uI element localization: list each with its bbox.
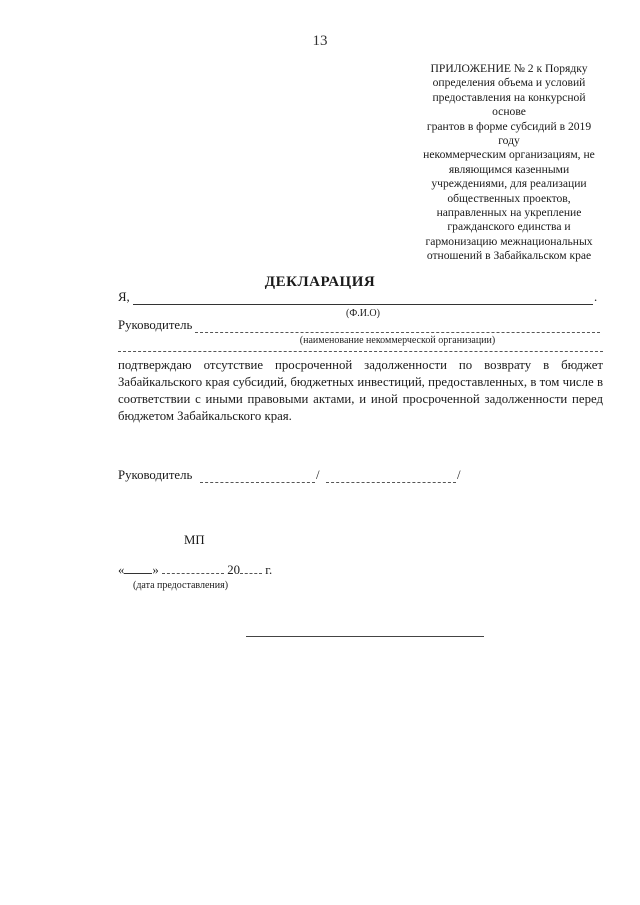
bottom-separator xyxy=(246,636,484,637)
head-label: Руководитель xyxy=(118,318,193,332)
date-open-quote: « xyxy=(118,563,125,577)
date-close-quote: » xyxy=(152,563,159,577)
appendix-line: отношений в Забайкальском крае xyxy=(426,249,592,263)
date-line xyxy=(118,563,272,578)
declarant-caption: (Ф.И.О) xyxy=(345,308,380,319)
appendix-line: учреждениями, для реализации xyxy=(431,177,587,191)
appendix-line: некоммерческим организациям, не xyxy=(423,148,595,162)
appendix-header xyxy=(416,62,602,264)
date-year-suffix: г. xyxy=(265,563,273,577)
signature-label: Руководитель xyxy=(118,468,193,482)
signature-name-field[interactable] xyxy=(326,482,456,483)
seal-label: МП xyxy=(184,533,205,547)
appendix-line: являющимся казенными xyxy=(448,162,570,176)
appendix-line: предоставления на конкурсной основе xyxy=(432,90,586,119)
signature-end: / xyxy=(457,468,461,482)
organization-caption: (наименование некоммерческой организации) xyxy=(299,335,496,346)
declarant-prefix: Я, xyxy=(118,290,130,304)
appendix-line: ПРИЛОЖЕНИЕ № 2 к Порядку xyxy=(430,62,588,75)
appendix-line: общественных проектов, xyxy=(447,191,571,205)
date-caption: (дата предоставления) xyxy=(133,580,229,591)
date-month-field[interactable] xyxy=(162,573,224,574)
document-title: ДЕКЛАРАЦИЯ xyxy=(264,274,376,290)
declarant-suffix: . xyxy=(594,290,598,304)
appendix-line: грантов в форме субсидий в 2019 году xyxy=(426,119,592,148)
appendix-line: определения объема и условий xyxy=(432,76,586,90)
signature-separator: / xyxy=(316,468,320,482)
date-year-prefix: 20 xyxy=(227,563,241,577)
page-number: 13 xyxy=(312,33,328,49)
signature-field[interactable] xyxy=(200,482,315,483)
appendix-line: гармонизацию межнациональных xyxy=(425,234,593,248)
declarant-name-field[interactable] xyxy=(133,304,593,305)
appendix-line: гражданского единства и xyxy=(447,220,571,234)
organization-name-field-continued[interactable] xyxy=(118,351,603,352)
appendix-line: направленных на укрепление xyxy=(436,206,582,220)
date-year-field[interactable] xyxy=(240,573,262,574)
declaration-statement: подтверждаю отсутствие просроченной задолженности по возврату в бюджет Забайкальского края субсидий, бюджетных инвестиций, предоставленных, в том числе в соответствии с иными правовыми актами, и иной просроченной задолженности перед бюджетом Забайкальского края. xyxy=(118,358,603,423)
date-day-field[interactable] xyxy=(124,573,152,574)
organization-name-field[interactable] xyxy=(195,332,600,333)
